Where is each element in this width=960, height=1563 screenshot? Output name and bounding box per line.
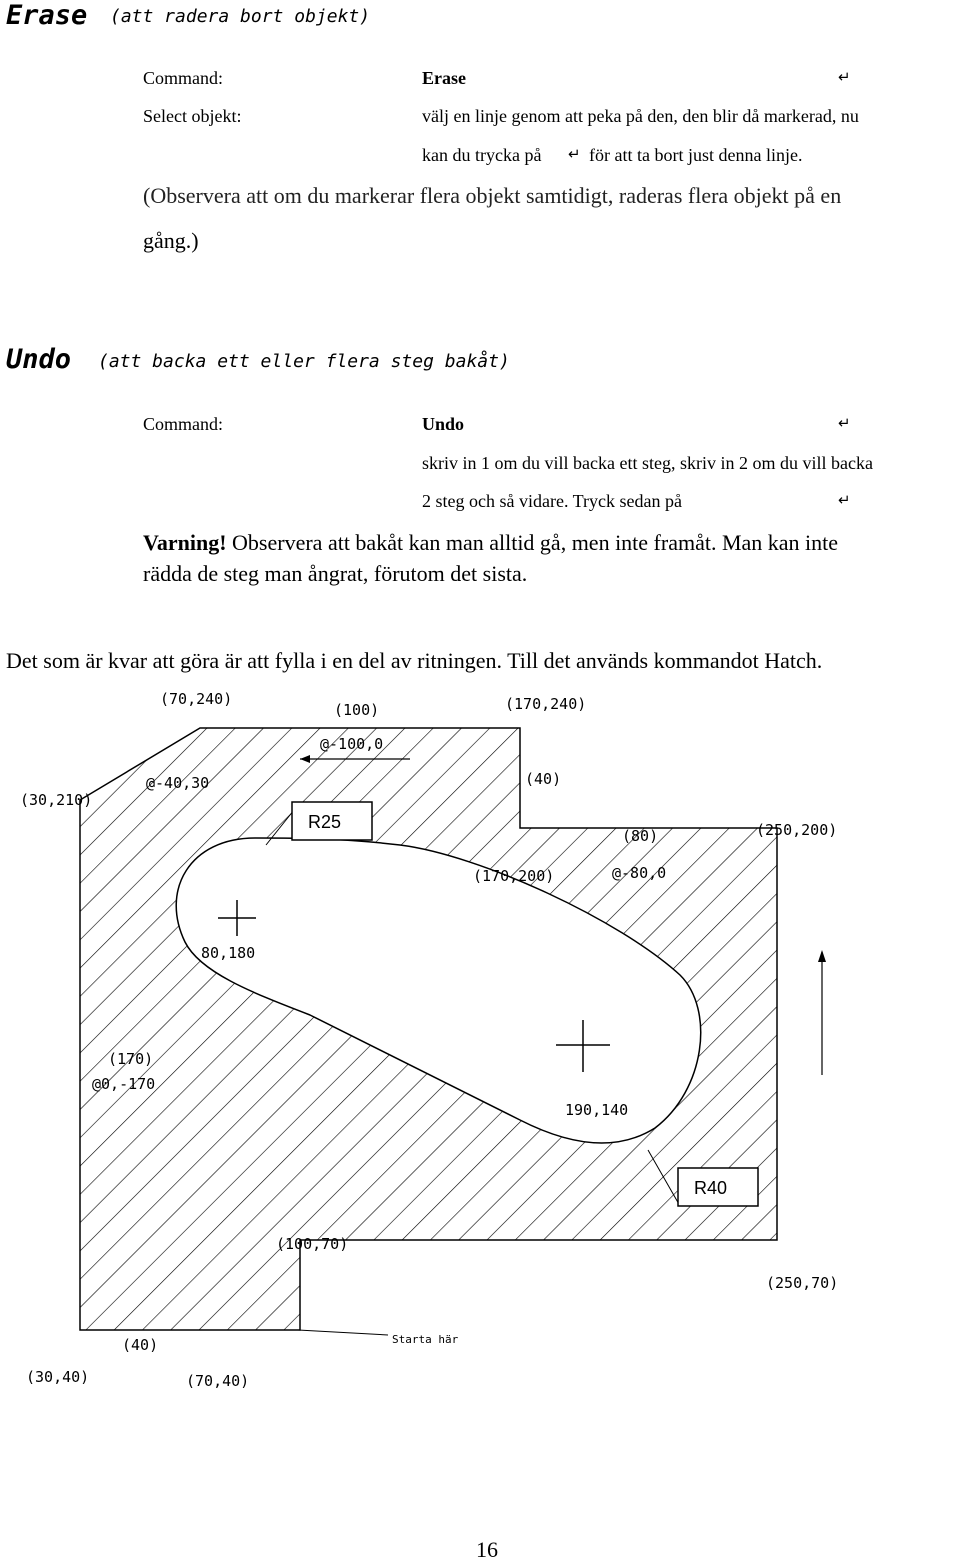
- erase-title: Erase: [6, 0, 88, 31]
- label-center-80-180: 80,180: [201, 944, 256, 962]
- label-rel-m80-0: @-80,0: [612, 864, 667, 882]
- label-170-240: (170,240): [505, 695, 587, 713]
- center-mark-190-140: [556, 1020, 610, 1072]
- hatch-drawing: [0, 680, 960, 1470]
- erase-command-value: Erase: [422, 68, 466, 88]
- page-number: 16: [476, 1537, 498, 1562]
- hatch-intro: Det som är kvar att göra är att fylla i en del av ritningen. Till det används kommandot Hatch.: [6, 648, 823, 673]
- undo-command-value: Undo: [422, 414, 465, 434]
- label-250-200: (250,200): [756, 821, 838, 839]
- label-30-210: (30,210): [20, 791, 93, 809]
- erase-select-text-2b: för att ta bort just denna linje.: [589, 145, 803, 165]
- warning-text: Observera att bakåt kan man alltid gå, men inte framåt. Man kan inte: [232, 530, 839, 555]
- undo-warning-line-2: rädda de steg man ångrat, förutom det sista.: [143, 561, 528, 586]
- undo-text-1: skriv in 1 om du vill backa ett steg, skriv in 2 om du vill backa: [422, 453, 873, 473]
- r40-label: R40: [694, 1178, 728, 1198]
- warning-label: Varning!: [143, 530, 227, 555]
- label-170-200: (170,200): [473, 867, 555, 885]
- undo-warning-line-1: [143, 530, 838, 556]
- enter-key-icon: ↵: [838, 68, 851, 86]
- erase-select-label: Select objekt:: [143, 106, 242, 126]
- hatched-area: [80, 728, 777, 1330]
- label-start-here: Starta här: [392, 1333, 459, 1346]
- label-250-70: (250,70): [766, 1274, 839, 1292]
- label-dim-80: (80): [622, 827, 659, 845]
- enter-key-icon: ↵: [838, 491, 851, 509]
- label-70-40: (70,40): [186, 1372, 250, 1390]
- label-center-190-140: 190,140: [565, 1101, 629, 1119]
- erase-command-label: Command:: [143, 68, 223, 88]
- erase-subtitle: (att radera bort objekt): [110, 6, 371, 27]
- dim-arrow: [818, 950, 826, 962]
- label-dim-100: (100): [334, 701, 380, 719]
- label-dim-40-top: (40): [525, 770, 562, 788]
- enter-key-icon: ↵: [568, 145, 581, 163]
- erase-select-text-2a: kan du trycka på: [422, 145, 542, 165]
- enter-key-icon: ↵: [838, 414, 851, 432]
- label-70-240: (70,240): [160, 690, 233, 708]
- label-100-70: (100,70): [276, 1235, 349, 1253]
- center-mark-80-180: [218, 900, 256, 936]
- undo-command-label: Command:: [143, 414, 223, 434]
- erase-select-text-1: välj en linje genom att peka på den, den blir då markerad, nu: [422, 106, 859, 126]
- undo-title: Undo: [6, 344, 72, 375]
- undo-subtitle: (att backa ett eller flera steg bakåt): [98, 351, 510, 372]
- undo-text-2: 2 steg och så vidare. Tryck sedan på: [422, 491, 682, 511]
- label-rel-m40-30: @-40,30: [146, 774, 210, 792]
- label-dim-40-bottom: (40): [122, 1336, 159, 1354]
- erase-observe-line-2: gång.): [143, 228, 199, 253]
- erase-observe-line-1: (Observera att om du markerar flera objekt samtidigt, raderas flera objekt på en: [143, 183, 842, 208]
- r25-label: R25: [308, 812, 342, 832]
- label-dim-170: (170): [108, 1050, 154, 1068]
- label-rel-m100-0: @-100,0: [320, 735, 384, 753]
- label-rel-0-m170: @0,-170: [92, 1075, 156, 1093]
- label-30-40: (30,40): [26, 1368, 90, 1386]
- leader-start: [298, 1330, 388, 1335]
